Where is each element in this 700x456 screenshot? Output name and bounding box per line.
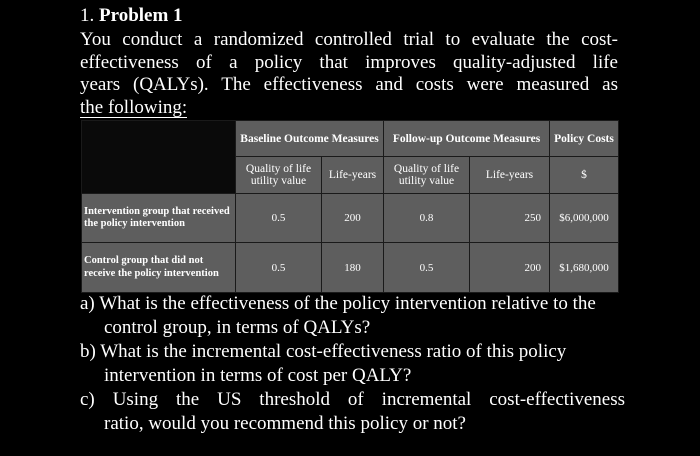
question-c bbox=[80, 388, 625, 436]
subheader-qol-followup: Quality of life utility value bbox=[384, 157, 470, 194]
cell-ly-followup: 200 bbox=[470, 243, 550, 293]
row-label-control: Control group that did not receive the policy intervention bbox=[82, 243, 236, 293]
cell-cost: $1,680,000 bbox=[550, 243, 619, 293]
subheader-ly-baseline: Life-years bbox=[322, 157, 384, 194]
problem-title: Problem 1 bbox=[99, 5, 183, 26]
question-text: Using the US threshold of incremental cost-effectiveness bbox=[112, 389, 626, 410]
cell-qol-baseline: 0.5 bbox=[236, 194, 322, 243]
problem-heading bbox=[80, 4, 183, 28]
header-followup: Follow-up Outcome Measures bbox=[384, 121, 550, 157]
subheader-ly-followup: Life-years bbox=[470, 157, 550, 194]
header-baseline: Baseline Outcome Measures bbox=[236, 121, 384, 157]
intro-line: the following: bbox=[80, 96, 188, 118]
table-header-row bbox=[82, 121, 619, 157]
subheader-currency: $ bbox=[550, 157, 619, 194]
table-row bbox=[82, 243, 619, 293]
problem-number: 1. bbox=[80, 5, 95, 26]
question-label: b) bbox=[80, 341, 96, 362]
cell-qol-followup: 0.5 bbox=[384, 243, 470, 293]
question-text-line: ratio, would you recommend this policy or not? bbox=[104, 413, 466, 434]
question-text-line bbox=[80, 388, 626, 412]
intro-line: You conduct a randomized controlled trial to evaluate the cost- bbox=[80, 29, 618, 50]
problem-intro bbox=[80, 29, 618, 119]
table-row bbox=[82, 194, 619, 243]
subheader-qol-baseline: Quality of life utility value bbox=[236, 157, 322, 194]
cell-cost: $6,000,000 bbox=[550, 194, 619, 243]
question-label: c) bbox=[80, 389, 95, 410]
intro-line: years (QALYs). The effectiveness and costs were measured as bbox=[80, 74, 618, 95]
question-b bbox=[80, 340, 625, 388]
question-label: a) bbox=[80, 293, 95, 314]
outcomes-table bbox=[81, 120, 619, 293]
questions-list bbox=[80, 292, 625, 436]
cell-qol-baseline: 0.5 bbox=[236, 243, 322, 293]
cell-ly-baseline: 200 bbox=[322, 194, 384, 243]
header-costs: Policy Costs bbox=[550, 121, 619, 157]
cell-qol-followup: 0.8 bbox=[384, 194, 470, 243]
empty-corner-cell bbox=[82, 121, 236, 194]
row-label-intervention: Intervention group that received the policy intervention bbox=[82, 194, 236, 243]
question-text: What is the effectiveness of the policy intervention relative to the control group, in terms of QALYs? bbox=[99, 293, 596, 338]
question-text: What is the incremental cost-effectiveness ratio of this policy intervention in terms of cost per QALY? bbox=[100, 341, 567, 386]
cell-ly-followup: 250 bbox=[470, 194, 550, 243]
intro-line: effectiveness of a policy that improves quality-adjusted life bbox=[80, 51, 618, 73]
question-a bbox=[80, 292, 625, 340]
cell-ly-baseline: 180 bbox=[322, 243, 384, 293]
